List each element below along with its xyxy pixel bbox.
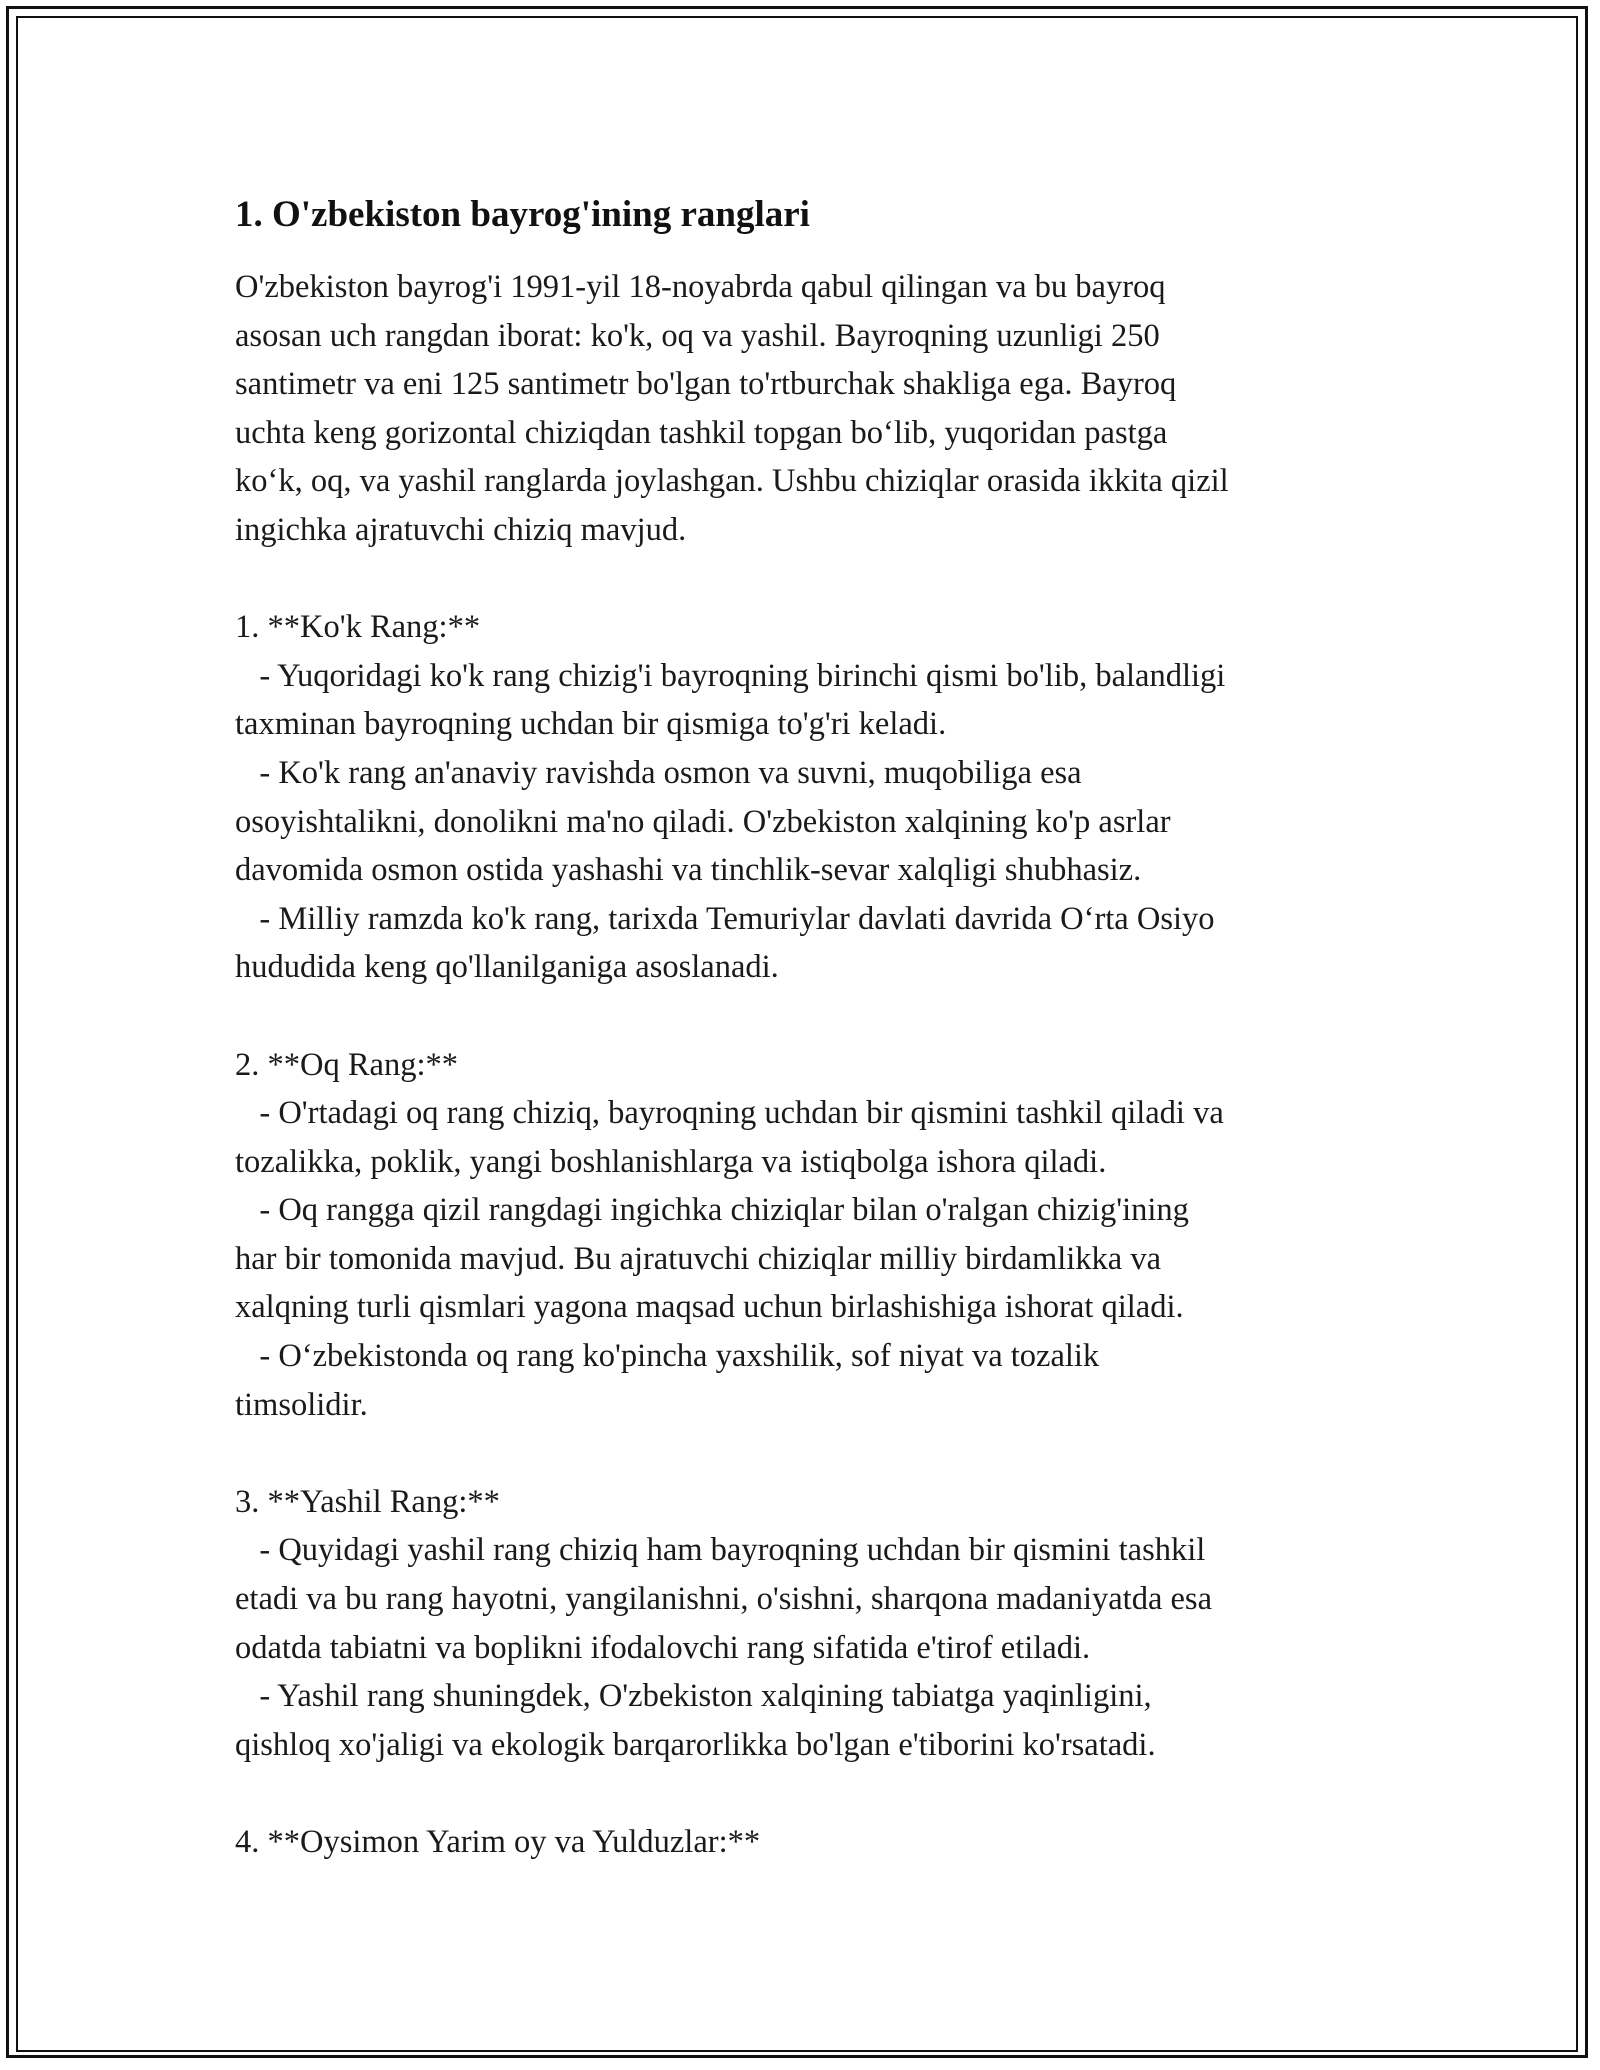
document-title: 1. O'zbekiston bayrog'ining ranglari	[235, 194, 810, 235]
document-body: O'zbekiston bayrog'i 1991-yil 18-noyabrda qabul qilingan va bu bayroq asosan uch rangdan iborat: ko'k, oq va yashil. Bayroqning uzunligi 250 santimetr va eni 125 santimetr bo'lgan to'rtburchak shakliga ega. Bayroq uchta keng gorizontal chiziqdan tashkil topgan bo‘lib, yuqoridan pastga ko‘k, oq, va yashil ranglarda joylashgan. Ushbu chiziqlar orasida ikkita qizil ingichka ajratuvchi chiziq mavjud. 1. **Ko'k Rang:** - Yuqoridagi ko'k rang chizig'i bayroqning birinchi qismi bo'lib, balandligi taxminan bayroqning uchdan bir qismiga to'g'ri keladi. - Ko'k rang an'anaviy ravishda osmon va suvni, muqobiliga esa osoyishtalikni, donolikni ma'no qiladi. O'zbekiston xalqining ko'p asrlar davomida osmon ostida yashashi va tinchlik-sevar xalqligi shubhasiz. - Milliy ramzda ko'k rang, tarixda Temuriylar davlati davrida O‘rta Osiyo hududida keng qo'llanilganiga asoslanadi. 2. **Oq Rang:** - O'rtadagi oq rang chiziq, bayroqning uchdan bir qismini tashkil qiladi va tozalikka, poklik, yangi boshlanishlarga va istiqbolga ishora qiladi. - Oq rangga qizil rangdagi ingichka chiziqlar bilan o'ralgan chizig'ining har bir tomonida mavjud. Bu ajratuvchi chiziqlar milliy birdamlikka va xalqning turli qismlari yagona maqsad uchun birlashishiga ishorat qiladi. - O‘zbekistonda oq rang ko'pincha yaxshilik, sof niyat va tozalik timsolidir. 3. **Yashil Rang:** - Quyidagi yashil rang chiziq ham bayroqning uchdan bir qismini tashkil etadi va bu rang hayotni, yangilanishni, o'sishni, sharqona madaniyatda esa odatda tabiatni va boplikni ifodalovchi rang sifatida e'tirof etiladi. - Yashil rang shuningdek, O'zbekiston xalqining tabiatga yaqinligini, qishloq xo'jaligi va ekologik barqarorlikka bo'lgan e'tiborini ko'rsatadi. 4. **Oysimon Yarim oy va Yulduzlar:**	[235, 269, 1229, 1860]
document-content	[235, 190, 1375, 1867]
